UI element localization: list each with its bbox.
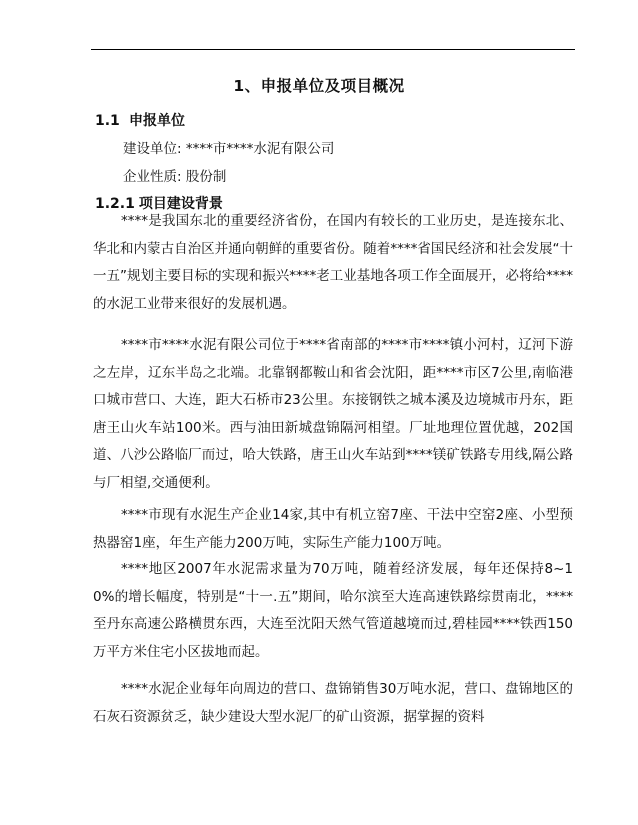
body-paragraph-4: ****地区2007年水泥需求量为70万吨，随着经济发展，每年还保持8~10%的增长幅度，特别是“十一.五”期间，哈尔滨至大连高速铁路综贯南北，****至丹东高速公路横贯东西，大连至沈阳天然气管道越境而过,碧桂园****铁西150万平方米住宅小区拔地而起。 — [93, 561, 573, 660]
construction-unit-label: 建设单位: — [123, 141, 182, 157]
body-paragraph-1: ****是我国东北的重要经济省份，在国内有较长的工业历史，是连接东北、华北和内蒙古自治区并通向朝鲜的重要省份。随着****省国民经济和社会发展“十一五”规划主要目标的实现和振兴****老工业基地各项工作全面展开，必将给****的水泥工业带来很好的发展机遇。 — [93, 213, 573, 312]
section-title: 申报单位 — [129, 113, 185, 129]
body-paragraph-2: ****市****水泥有限公司位于****省南部的****市****镇小河村，辽河下游之左岸，辽东半岛之北端。北靠钢都鞍山和省会沈阳，距****市区7公里,南临港口城市营口、大连，距大石桥市23公里。东接钢铁之城本溪及边境城市丹东，距唐王山火车站100米。西与油田新城盘锦隔河相望。厂址地理位置优越，202国道、八沙公路临厂而过，哈大铁路，唐王山火车站到****镁矿铁路专用线,隔公路与厂相望,交通便利。 — [93, 337, 573, 491]
section-number: 1.2.1 — [95, 196, 135, 212]
section-title: 项目建设背景 — [138, 196, 223, 212]
enterprise-type-line — [123, 165, 226, 185]
enterprise-type-value: 股份制 — [185, 169, 227, 185]
section-number: 1.1 — [95, 113, 120, 129]
body-paragraph-5: ****水泥企业每年向周边的营口、盘锦销售30万吨水泥，营口、盘锦地区的石灰石资源贫乏，缺少建设大型水泥厂的矿山资源，据掌握的资料 — [93, 681, 573, 725]
enterprise-type-label: 企业性质: — [123, 169, 182, 185]
header-rule — [91, 49, 575, 50]
chapter-title: 1、申报单位及项目概况 — [233, 77, 405, 95]
construction-unit-value: ****市****水泥有限公司 — [185, 141, 335, 157]
body-paragraph-3: ****市现有水泥生产企业14家,其中有机立窑7座、干法中空窑2座、小型预热器窑1座，年生产能力200万吨，实际生产能力100万吨。 — [93, 507, 573, 551]
construction-unit-line — [123, 137, 334, 157]
section-heading-1-1 — [95, 110, 185, 130]
